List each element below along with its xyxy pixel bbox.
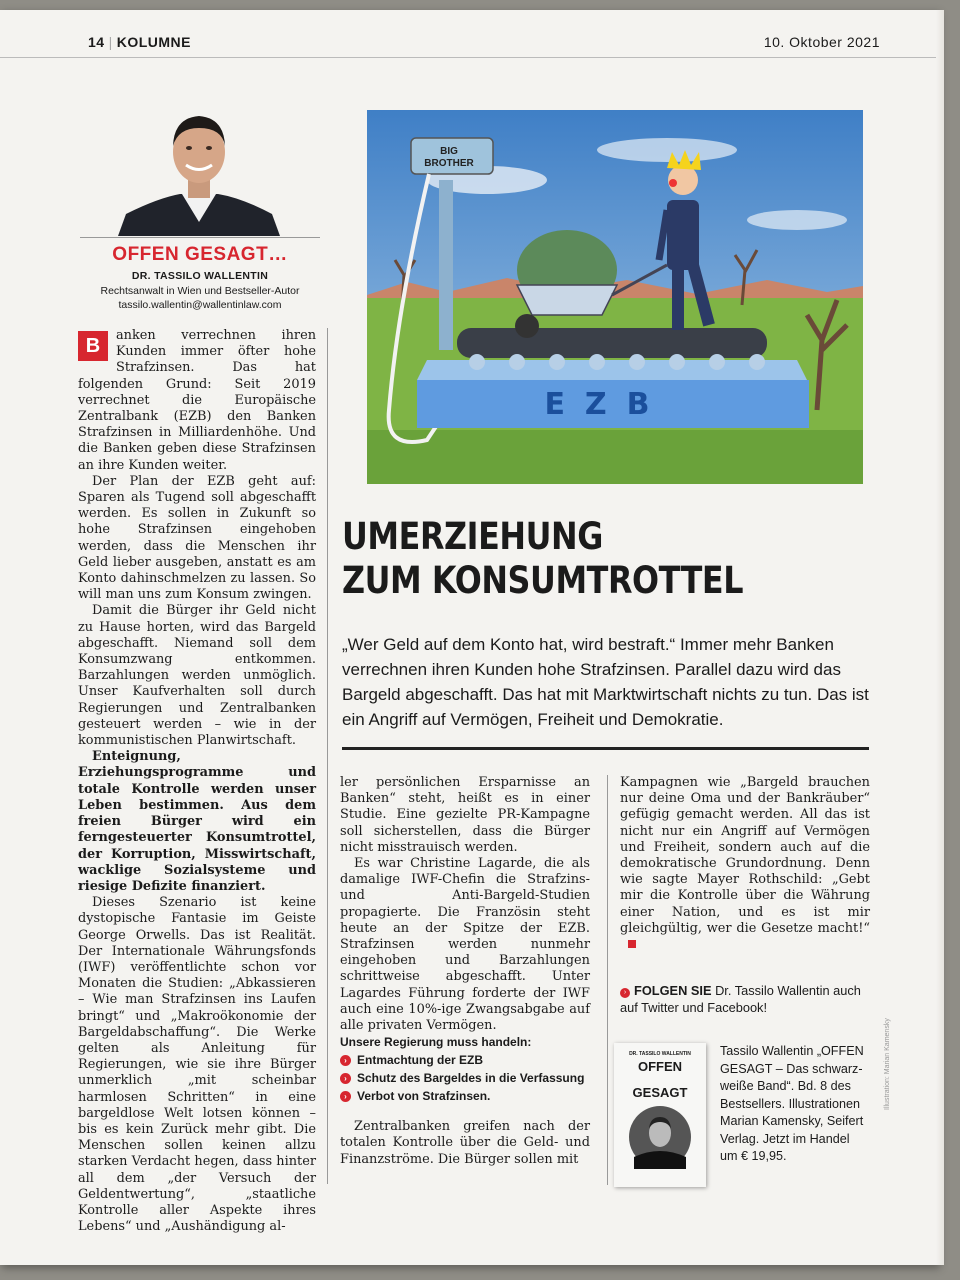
author-email[interactable]: tassilo.wallentin@wallentinlaw.com (118, 299, 282, 311)
headline-line-1: UMERZIEHUNG (342, 515, 603, 558)
author-role: Rechtsanwalt in Wien und Bestseller-Autor (100, 285, 300, 297)
sign-text-big: BIG (440, 146, 458, 157)
header-rule (0, 57, 938, 58)
author-name: DR. TASSILO WALLENTIN (131, 270, 269, 282)
chevron-right-icon: › (340, 1055, 351, 1066)
book-cover-title-1: OFFEN (637, 1059, 683, 1074)
book-cover-portrait (628, 1105, 692, 1169)
author-rule (80, 237, 320, 238)
sign-text-brother: BROTHER (424, 158, 474, 169)
paragraph-3: Damit die Bürger ihr Geld nicht zu Hause horten, wird das Bargeld abgeschafft. Niemand soll dem Konsumzwang entkommen. Barzahlungen werden unmöglich. Unser Kaufverhalten soll durch Regierungen und Zentralbanken gesteuert werden – wie in der kommunistischen Planwirtschaft. (78, 603, 316, 749)
page-number: 14 (88, 34, 105, 50)
cartoon-illustration (367, 110, 863, 484)
newspaper-page (0, 10, 938, 1265)
paragraph-7: Es war Christine Lagarde, die als damalige IWF-Chefin die Strafzins- und Anti-Bargeld-Studien propagierte. Die Französin steht heute an der Spitze der EZB. Strafzinsen werden nunmehr eingehoben und Barzahlungen schrittweise abgeschafft. Unter Lagardes Führung forderte der IWF auch eine 10%-ige Zwangsabgabe auf alle privaten Vermögen. (340, 856, 590, 1034)
headline-line-2: ZUM KONSUMTROTTEL (342, 559, 744, 602)
paragraph-4: Enteignung, Erziehungsprogramme und totale Kontrolle werden unser Leben bestimmen. Aus dem freien Bürger wird ein ferngesteuerter Konsumtrottel, der Korruption, Misswirtschaft, wacklige Sozialsysteme und riesige Defizite finanziert. (78, 749, 316, 894)
column-kicker: OFFEN GESAGT… (112, 244, 288, 265)
paragraph-2: Der Plan der EZB geht auf: Sparen als Tugend soll abgeschafft werden. Es sollen in Zukunft so hohe Strafzinsen eingehoben werden, dass die Menschen ihr Geld lieber ausgeben, anstatt es am Konto dahinschmelzen zu lassen. So will man uns zum Konsum zwingen. (78, 473, 316, 603)
article-headline (342, 515, 806, 603)
paragraph-6: ler persönlichen Ersparnisse an Banken“ steht, heißt es in einer Studie. Eine gezielte PR-Kampagne soll sicherstellen, dass die Bürger nicht misstrauisch werden. (340, 775, 590, 855)
column-rule-2 (607, 775, 608, 1185)
paragraph-8: Zentralbanken greifen nach der totalen Kontrolle über die Geld- und Finanzströme. Die Bürger sollen mit (340, 1119, 590, 1167)
book-cover-title-2: GESAGT (632, 1085, 688, 1100)
demand-item: › Entmachtung der EZB (340, 1051, 590, 1069)
lead-rule (342, 747, 869, 750)
article-lead: „Wer Geld auf dem Konto hat, wird bestraft.“ Immer mehr Banken verrechnen ihren Kunden hohe Strafzinsen. Parallel dazu wird das Bargeld abgeschafft. Das hat mit Marktwirtschaft nichts zu tun. Das ist ein Angriff auf Vermögen, Freiheit und Demokratie. (342, 635, 869, 729)
end-mark-icon (628, 940, 636, 948)
demand-item: › Schutz des Bargeldes in die Verfassung (340, 1069, 590, 1087)
author-portrait (118, 110, 280, 236)
paragraph-9: Kampagnen wie „Bargeld brauchen nur deine Oma und der Bankräuber“ gefügig gemacht werden. All das ist nicht nur ein Angriff auf Vermögen und Freiheit, sondern auch auf die demokratische Grundordnung. Denn wie sagte Mayer Rothschild: „Gebt mir die Kontrolle über die Währung einer Nation, und es ist mir gleichgültig, wer die Gesetze macht!“ (620, 775, 870, 953)
demand-item: › Verbot von Strafzinsen. (340, 1087, 590, 1105)
issue-date: 10. Oktober 2021 (763, 34, 880, 50)
follow-label: FOLGEN SIE (634, 983, 712, 998)
page-header: 14 | KOLUMNE 10. Oktober 2021 (88, 34, 880, 50)
follow-text[interactable]: Dr. Tassilo Wallentin auch auf Twitter und Facebook! (620, 983, 861, 1015)
chevron-right-icon: › (340, 1091, 351, 1102)
follow-box (620, 982, 870, 1016)
paragraph-1: B anken verrechnen ihren Kunden immer öfter hohe Strafzinsen. Das hat folgenden Grund: Seit 2019 verrechnet die Europäische Zentralbank (EZB) den Banken Strafzinsen in Milliardenhöhe. Und die Banken geben diese Strafzinsen an ihre Kunden weiter. (78, 328, 316, 473)
book-cover (614, 1043, 706, 1187)
section-name: KOLUMNE (116, 34, 191, 50)
article-column-1 (78, 328, 316, 1235)
chevron-right-icon: › (620, 988, 630, 998)
chevron-right-icon: › (340, 1073, 351, 1084)
article-column-2 (340, 775, 590, 1168)
author-description (80, 284, 320, 312)
demands-heading: Unsere Regierung muss handeln: (340, 1035, 532, 1050)
book-info: Tassilo Wallentin „OFFEN GESAGT – Das schwarz-weiße Band“. Bd. 8 des Bestsellers. Illustrationen Marian Kamensky, Seifert Verlag. Jetzt im Handel um € 19,95. (720, 1044, 864, 1163)
column-rule-1 (327, 328, 328, 1184)
paragraph-5: Dieses Szenario ist keine dystopische Fantasie im Geiste George Orwells. Das ist Realität. Der Internationale Währungsfonds (IWF) veröffentlichte schon vor Monaten die Studien: „Abkassieren – Wie man Strafzinsen ins Laufen bringt“ und „Makroökonomie der Bargeldabschaffung“. Die Werke gelten als Anleitung für Regierungen, wie sie ihre Bürger unmerklich „mit scheinbar harmlosen Schritten“ in eine bargeldlose Welt lotsen können – bis es kein Zurück mehr gibt. Die Menschen sollen keinen allzu starken Verdacht hegen, dass hinter all dem „der Versuch der Geldentwertung“, „staatliche Kontrolle aller Aspekte ihres Lebens“ und „Aushändigung al- (78, 895, 316, 1235)
article-column-3 (620, 775, 870, 953)
drop-cap: B (78, 331, 108, 361)
platform-label: EZB (544, 387, 670, 422)
illustration-credit: Illustration: Marian Kamensky (884, 1018, 891, 1110)
book-cover-author: DR. TASSILO WALLENTIN (629, 1051, 691, 1057)
